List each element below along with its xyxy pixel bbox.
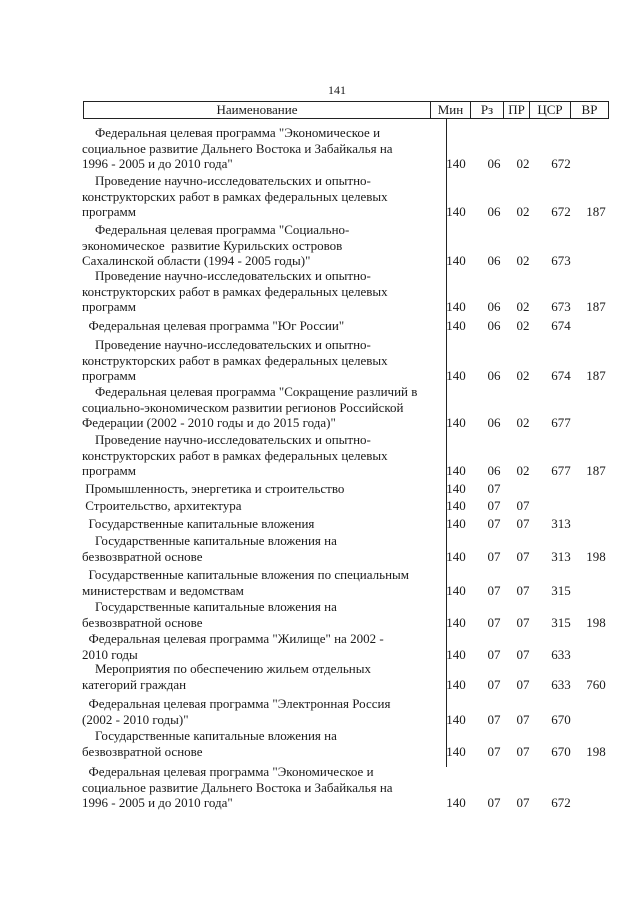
cell-vr: 187 [586,368,606,383]
cell-rz: 07 [487,676,501,692]
row-name [82,268,444,315]
header-vr: ВР [581,102,598,117]
row-name-line: экономическое развитие Курильских островов [82,237,343,253]
cell-csr: 672 [551,156,571,171]
row-name [82,125,444,172]
cell-vr: 198 [586,614,606,630]
cell-rz: 06 [487,253,501,268]
cell-pr: 02 [516,318,530,333]
cell-pr: 02 [516,156,530,171]
row-name-line: безвозвратной основе [82,614,203,630]
row-name [82,567,444,598]
cell-min: 140 [446,743,466,759]
row-name [82,599,444,630]
row-name [82,631,444,662]
cell-csr: 313 [551,516,571,531]
cell-rz: 07 [487,498,501,513]
row-name-line: Строительство, архитектура [82,498,242,513]
cell-pr: 07 [516,582,530,598]
row-name-line: 1996 - 2005 и до 2010 года" [82,795,233,810]
cell-rz: 06 [487,368,501,383]
header-csr: ЦСР [530,102,571,118]
row-name-line: программ [82,463,137,478]
cell-rz: 06 [487,318,501,333]
cell-csr: 673 [551,253,571,268]
page-number: 141 [328,83,346,97]
cell-min: 140 [446,795,466,810]
row-name-line: категорий граждан [82,676,187,692]
cell-csr: 315 [551,614,571,630]
cell-pr: 02 [516,415,530,430]
cell-pr: 07 [516,548,530,564]
row-name [82,318,444,334]
cell-vr: 760 [586,676,606,692]
cell-min: 140 [446,481,466,496]
cell-min: 140 [446,463,466,478]
cell-csr: 674 [551,368,571,383]
header-name: Наименование [84,102,431,118]
row-name-line: Государственные капитальные вложения на [82,599,337,614]
cell-pr: 07 [516,743,530,759]
cell-csr: 633 [551,646,571,662]
cell-rz: 07 [487,548,501,564]
row-name-line: Проведение научно-исследовательских и опытно- [82,268,371,283]
cell-min: 140 [446,318,466,333]
row-name [82,764,444,811]
cell-rz: 06 [487,415,501,430]
header-min: Мин [431,102,471,118]
cell-rz: 07 [487,481,501,496]
row-name-line: министерствам и ведомствам [82,582,244,598]
cell-pr: 02 [516,204,530,219]
row-name-line: конструкторских работ в рамках федеральных целевых [82,283,388,299]
row-name-line: безвозвратной основе [82,743,203,759]
cell-csr: 633 [551,676,571,692]
cell-pr: 07 [516,676,530,692]
cell-min: 140 [446,646,466,662]
row-name-line: 1996 - 2005 и до 2010 года" [82,156,233,171]
cell-pr: 07 [516,498,530,513]
cell-csr: 313 [551,548,571,564]
cell-rz: 07 [487,614,501,630]
cell-rz: 07 [487,646,501,662]
cell-min: 140 [446,253,466,268]
cell-rz: 07 [487,582,501,598]
cell-rz: 07 [487,743,501,759]
row-name [82,728,444,759]
cell-pr: 02 [516,368,530,383]
row-name-line: социально-экономическом развитии регионов Российской [82,399,404,415]
cell-pr: 02 [516,463,530,478]
row-name-line: Федеральная целевая программа "Экономическое и [82,125,381,140]
cell-csr: 672 [551,204,571,219]
cell-pr: 07 [516,795,530,810]
cell-min: 140 [446,498,466,513]
cell-rz: 06 [487,463,501,478]
cell-min: 140 [446,676,466,692]
row-name-line: Мероприятия по обеспечению жильем отдельных [82,661,371,676]
cell-pr: 07 [516,711,530,727]
cell-rz: 06 [487,204,501,219]
row-name-line: Государственные капитальные вложения [82,516,315,531]
row-name-line: социальное развитие Дальнего Востока и Забайкалья на [82,779,393,795]
cell-min: 140 [446,516,466,531]
row-name [82,696,444,727]
row-name-line: конструкторских работ в рамках федеральных целевых [82,352,388,368]
header-rz: Рз [471,102,504,118]
row-name [82,498,444,514]
cell-min: 140 [446,368,466,383]
cell-pr: 07 [516,516,530,531]
cell-csr: 677 [551,415,571,430]
cell-vr: 198 [586,743,606,759]
row-name-line: Федеральная целевая программа "Социально- [82,222,350,237]
row-name-line: Государственные капитальные вложения на [82,533,337,548]
cell-csr: 677 [551,463,571,478]
cell-min: 140 [446,415,466,430]
row-name-line: конструкторских работ в рамках федеральных целевых [82,188,388,204]
row-name [82,432,444,479]
cell-csr: 672 [551,795,571,810]
cell-rz: 07 [487,795,501,810]
cell-rz: 07 [487,711,501,727]
cell-vr: 187 [586,299,606,314]
cell-min: 140 [446,614,466,630]
cell-min: 140 [446,156,466,171]
row-name [82,481,444,497]
row-name-line: программ [82,368,137,383]
row-name-line: Федерации (2002 - 2010 годы и до 2015 года)" [82,415,336,430]
header-pr: ПР [504,102,530,118]
row-name-line: конструкторских работ в рамках федеральных целевых [82,447,388,463]
cell-csr: 670 [551,711,571,727]
cell-min: 140 [446,711,466,727]
row-name-line: программ [82,204,137,219]
row-name-line: безвозвратной основе [82,548,203,564]
row-name [82,516,444,532]
row-name-line: социальное развитие Дальнего Востока и Забайкалья на [82,140,393,156]
row-name-line: (2002 - 2010 годы)" [82,711,189,727]
cell-csr: 670 [551,743,571,759]
row-name-line: программ [82,299,137,314]
row-name-line: Государственные капитальные вложения по специальным [82,567,409,582]
row-name [82,533,444,564]
row-name-line: Федеральная целевая программа "Электронная Россия [82,696,391,711]
cell-pr: 02 [516,253,530,268]
cell-rz: 06 [487,299,501,314]
cell-vr: 198 [586,548,606,564]
cell-vr: 187 [586,204,606,219]
cell-min: 140 [446,548,466,564]
row-name-line: Промышленность, энергетика и строительство [82,481,345,496]
cell-csr: 673 [551,299,571,314]
cell-pr: 02 [516,299,530,314]
row-name [82,337,444,384]
cell-csr: 315 [551,582,571,598]
row-name-line: Федеральная целевая программа "Юг России" [82,318,345,333]
row-name-line: Проведение научно-исследовательских и опытно- [82,432,371,447]
row-name [82,661,444,692]
cell-vr: 187 [586,463,606,478]
row-name-line: Федеральная целевая программа "Экономическое и [82,764,374,779]
cell-pr: 07 [516,614,530,630]
row-name-line: Государственные капитальные вложения на [82,728,337,743]
cell-pr: 07 [516,646,530,662]
row-name-line: Проведение научно-исследовательских и опытно- [82,173,371,188]
row-name-line: Проведение научно-исследовательских и опытно- [82,337,371,352]
row-name [82,173,444,220]
cell-min: 140 [446,582,466,598]
cell-min: 140 [446,204,466,219]
cell-rz: 06 [487,156,501,171]
row-name-line: 2010 годы [82,646,138,662]
row-name [82,222,444,269]
row-name-line: Федеральная целевая программа "Сокращение различий в [82,384,418,399]
cell-rz: 07 [487,516,501,531]
row-name [82,384,444,431]
cell-min: 140 [446,299,466,314]
row-name-line: Сахалинской области (1994 - 2005 годы)" [82,253,311,268]
row-name-line: Федеральная целевая программа "Жилище" на 2002 - [82,631,384,646]
cell-csr: 674 [551,318,571,333]
